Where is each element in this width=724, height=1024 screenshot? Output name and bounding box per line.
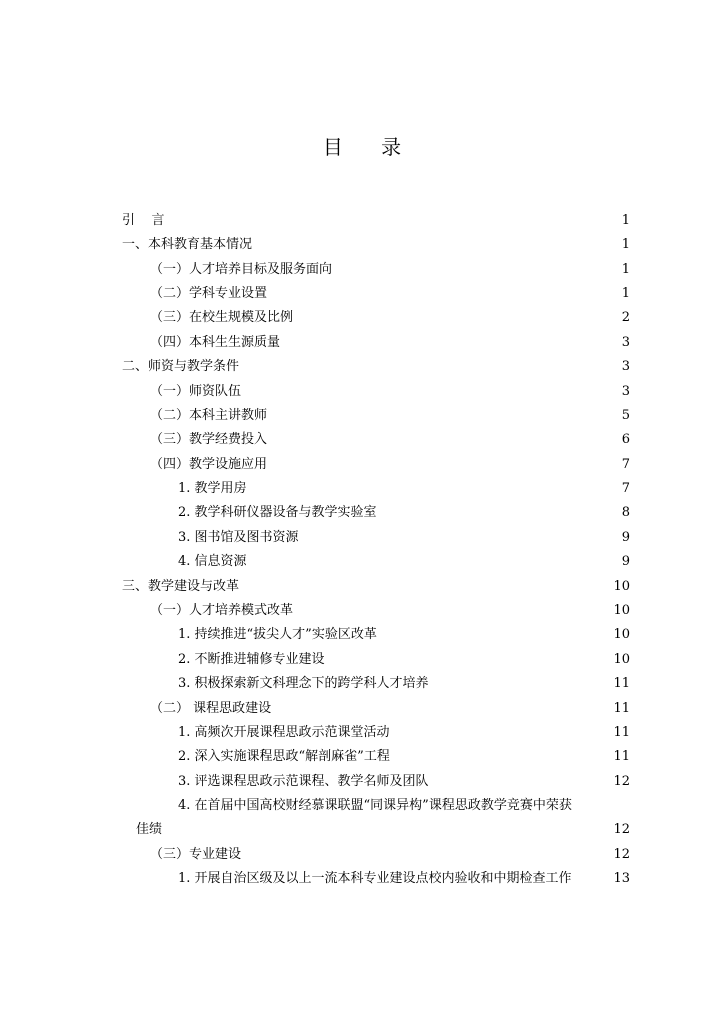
toc-entry-page: 11 bbox=[613, 676, 630, 691]
toc-entry[interactable] bbox=[150, 377, 630, 401]
toc-entry-page: 8 bbox=[621, 505, 630, 520]
toc-entry-label: （三）教学经费投入 bbox=[150, 432, 268, 447]
toc-entry-label: 2. 教学科研仪器设备与教学实验室 bbox=[178, 505, 377, 520]
toc-entry-label: 引 言 bbox=[122, 213, 165, 228]
toc-entry-label: （三）在校生规模及比例 bbox=[150, 310, 294, 325]
toc-entry-page: 9 bbox=[621, 554, 630, 569]
toc-entry-label: （二）学科专业设置 bbox=[150, 286, 268, 301]
toc-entry[interactable] bbox=[178, 620, 630, 644]
toc-entry[interactable] bbox=[150, 694, 630, 718]
toc-entry[interactable] bbox=[150, 425, 630, 449]
toc-entry[interactable] bbox=[178, 767, 630, 791]
toc-entry-page: 12 bbox=[613, 847, 630, 862]
toc-entry-page: 12 bbox=[613, 822, 630, 837]
toc-entry-label: 4. 信息资源 bbox=[178, 554, 247, 569]
toc-entry-label: 3. 评选课程思政示范课程、教学名师及团队 bbox=[178, 774, 429, 789]
toc-entry-label: 佳绩 bbox=[136, 822, 163, 837]
toc-entry-page: 9 bbox=[621, 530, 630, 545]
toc-entry-label: 二、师资与教学条件 bbox=[122, 359, 240, 374]
toc-entry-page: 5 bbox=[621, 408, 630, 423]
toc-entry-page: 7 bbox=[621, 457, 630, 472]
toc-entry[interactable] bbox=[122, 230, 630, 254]
toc-entry-label: 2. 深入实施课程思政“解剖麻雀”工程 bbox=[178, 749, 390, 764]
toc-entry-page: 12 bbox=[613, 774, 630, 789]
toc-entry-page: 2 bbox=[621, 310, 630, 325]
toc-entry-continuation[interactable] bbox=[136, 815, 630, 839]
toc-entry-page: 10 bbox=[613, 652, 630, 667]
toc-entry-label: （一）师资队伍 bbox=[150, 384, 242, 399]
toc-entry-label: 4. 在首届中国高校财经慕课联盟“同课异构”课程思政教学竞赛中荣获 bbox=[178, 798, 572, 813]
toc-entry-label: 三、教学建设与改革 bbox=[122, 579, 240, 594]
toc-entry-page: 3 bbox=[621, 384, 630, 399]
toc-entry[interactable] bbox=[150, 328, 630, 352]
toc-entry[interactable] bbox=[122, 206, 630, 230]
toc-entry[interactable] bbox=[178, 645, 630, 669]
toc-entry-page: 3 bbox=[621, 359, 630, 374]
toc-entry[interactable] bbox=[150, 279, 630, 303]
toc-entry[interactable] bbox=[178, 791, 630, 815]
toc-entry[interactable] bbox=[178, 742, 630, 766]
toc-entry[interactable] bbox=[150, 303, 630, 327]
toc-entry-page: 1 bbox=[621, 213, 630, 228]
toc-entry[interactable] bbox=[178, 474, 630, 498]
toc-entry-label: 1. 开展自治区级及以上一流本科专业建设点校内验收和中期检查工作 bbox=[178, 871, 572, 886]
toc-entry-page: 11 bbox=[613, 725, 630, 740]
toc-entry[interactable] bbox=[178, 864, 630, 888]
toc-entry-page: 11 bbox=[613, 701, 630, 716]
toc-entry-page: 11 bbox=[613, 749, 630, 764]
toc-entry-label: （二）本科主讲教师 bbox=[150, 408, 268, 423]
toc-entry[interactable] bbox=[150, 401, 630, 425]
toc-entry[interactable] bbox=[178, 523, 630, 547]
toc-entry[interactable] bbox=[150, 840, 630, 864]
toc-entry-label: 1. 持续推进“拔尖人才”实验区改革 bbox=[178, 627, 377, 642]
toc-entry-page: 7 bbox=[621, 481, 630, 496]
toc-entry-page: 6 bbox=[621, 432, 630, 447]
toc-entry-page: 1 bbox=[621, 262, 630, 277]
toc-entry[interactable] bbox=[178, 669, 630, 693]
toc-entry-label: 3. 积极探索新文科理念下的跨学科人才培养 bbox=[178, 676, 429, 691]
toc-entry-label: （一）人才培养模式改革 bbox=[150, 603, 294, 618]
toc-entry-page: 13 bbox=[613, 871, 630, 886]
toc-entry-label: 1. 高频次开展课程思政示范课堂活动 bbox=[178, 725, 390, 740]
toc-entry-label: （三）专业建设 bbox=[150, 847, 242, 862]
toc-entry-page: 3 bbox=[621, 335, 630, 350]
toc-entry[interactable] bbox=[178, 547, 630, 571]
toc-title: 目 录 bbox=[322, 135, 418, 159]
toc-entry-label: 一、本科教育基本情况 bbox=[122, 237, 253, 252]
toc-entry-page: 1 bbox=[621, 237, 630, 252]
toc-entry-label: （一）人才培养目标及服务面向 bbox=[150, 262, 333, 277]
toc-entry-page: 1 bbox=[621, 286, 630, 301]
toc-entry-label: （二） 课程思政建设 bbox=[150, 701, 272, 716]
toc-entry-page: 10 bbox=[613, 627, 630, 642]
toc-entry-page: 10 bbox=[613, 579, 630, 594]
toc-entry-label: （四）教学设施应用 bbox=[150, 457, 268, 472]
toc-entry-label: 2. 不断推进辅修专业建设 bbox=[178, 652, 325, 667]
toc-entry[interactable] bbox=[178, 718, 630, 742]
toc-entry[interactable] bbox=[122, 572, 630, 596]
toc-entry[interactable] bbox=[178, 498, 630, 522]
toc-entry[interactable] bbox=[150, 255, 630, 279]
toc-entry[interactable] bbox=[122, 352, 630, 376]
toc-entry-label: 1. 教学用房 bbox=[178, 481, 247, 496]
toc-entry[interactable] bbox=[150, 596, 630, 620]
toc-entry-label: 3. 图书馆及图书资源 bbox=[178, 530, 299, 545]
toc-entry[interactable] bbox=[150, 450, 630, 474]
toc-entry-label: （四）本科生生源质量 bbox=[150, 335, 281, 350]
toc-entry-page: 10 bbox=[613, 603, 630, 618]
